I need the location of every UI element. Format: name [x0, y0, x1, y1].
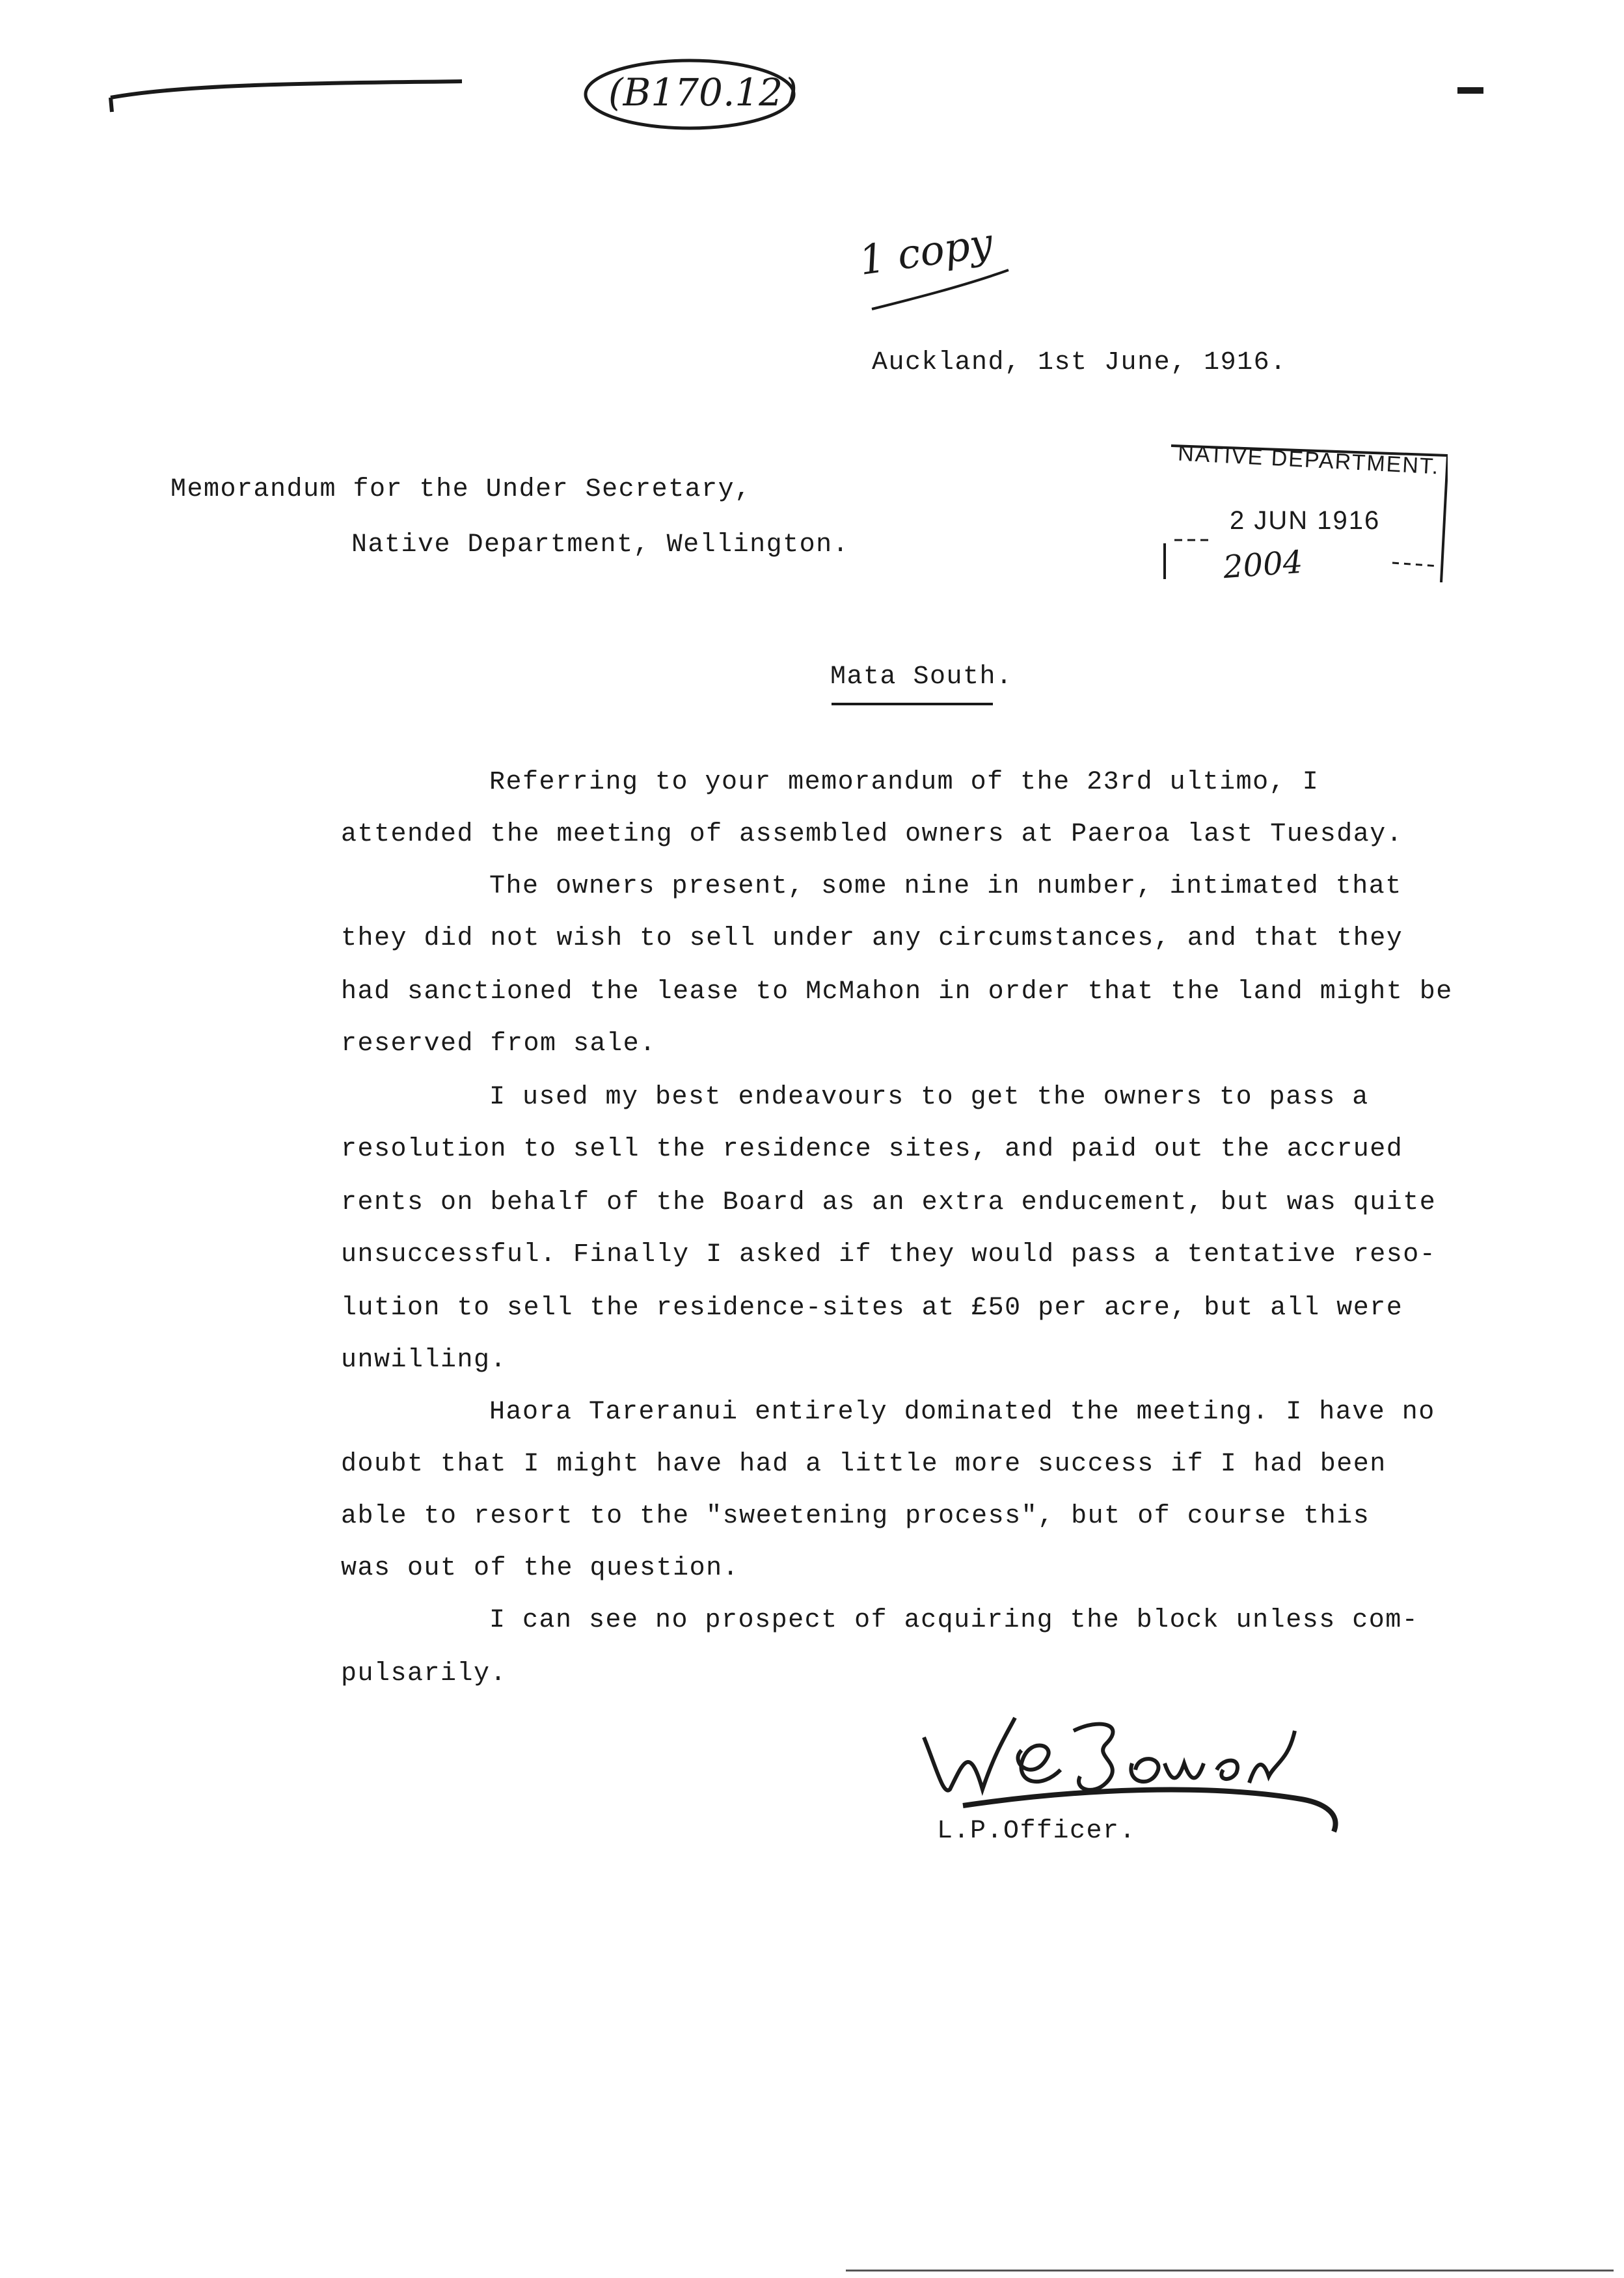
subject-heading: Mata South.: [830, 662, 1013, 692]
subject-underline: [832, 703, 993, 705]
copy-underline-icon: [852, 267, 1022, 319]
page-bottom-edge: [846, 2270, 1614, 2271]
place-date: Auckland, 1st June, 1916.: [872, 348, 1287, 377]
body-line-11: lution to sell the residence-sites at £50 per acre, but all were: [341, 1294, 1403, 1323]
body-line-6: reserved from sale.: [341, 1029, 656, 1059]
body-line-12: unwilling.: [341, 1346, 508, 1375]
copy-annotation: [852, 219, 1022, 319]
signatory-title: L.P.Officer.: [937, 1817, 1137, 1846]
body-line-15: able to resort to the "sweetening process", but of course this: [341, 1502, 1370, 1531]
body-line-17: I can see no prospect of acquiring the block unless com-: [489, 1606, 1419, 1635]
body-line-8: resolution to sell the residence sites, and paid out the accrued: [341, 1135, 1403, 1164]
body-line-14: doubt that I might have had a little more success if I had been: [341, 1450, 1387, 1479]
body-line-10: unsuccessful. Finally I asked if they would pass a tentative reso-: [341, 1240, 1437, 1269]
body-line-1: Referring to your memorandum of the 23rd ultimo, I: [489, 768, 1320, 797]
body-line-3: The owners present, some nine in number, intimated that: [489, 872, 1402, 901]
body-line-5: had sanctioned the lease to McMahon in order that the land might be: [341, 977, 1453, 1007]
recipient-line-2: Native Department, Wellington.: [351, 530, 850, 560]
circled-reference: [579, 52, 800, 137]
body-line-4: they did not wish to sell under any circumstances, and that they: [341, 924, 1403, 953]
top-right-mark: [1457, 87, 1483, 94]
ref-number: (B170.12): [608, 70, 798, 115]
body-line-9: rents on behalf of the Board as an extra enducement, but was quite: [341, 1188, 1437, 1217]
body-line-18: pulsarily.: [341, 1659, 508, 1688]
body-line-13: Haora Tareranui entirely dominated the meeting. I have no: [489, 1398, 1435, 1427]
body-line-7: I used my best endeavours to get the owners to pass a: [489, 1083, 1369, 1112]
top-left-pen-stroke: [104, 72, 468, 117]
body-line-2: attended the meeting of assembled owners at Paeroa last Tuesday.: [341, 820, 1403, 849]
stamp-date: 2 JUN 1916: [1230, 506, 1381, 535]
copy-note: 1 copy: [856, 219, 995, 284]
stamp-title: NATIVE DEPARTMENT.: [1177, 441, 1441, 480]
body-line-16: was out of the question.: [341, 1554, 740, 1583]
received-stamp: [1152, 441, 1448, 586]
recipient-line-1: Memorandum for the Under Secretary,: [170, 475, 751, 504]
stamp-number: 2004: [1222, 543, 1304, 586]
